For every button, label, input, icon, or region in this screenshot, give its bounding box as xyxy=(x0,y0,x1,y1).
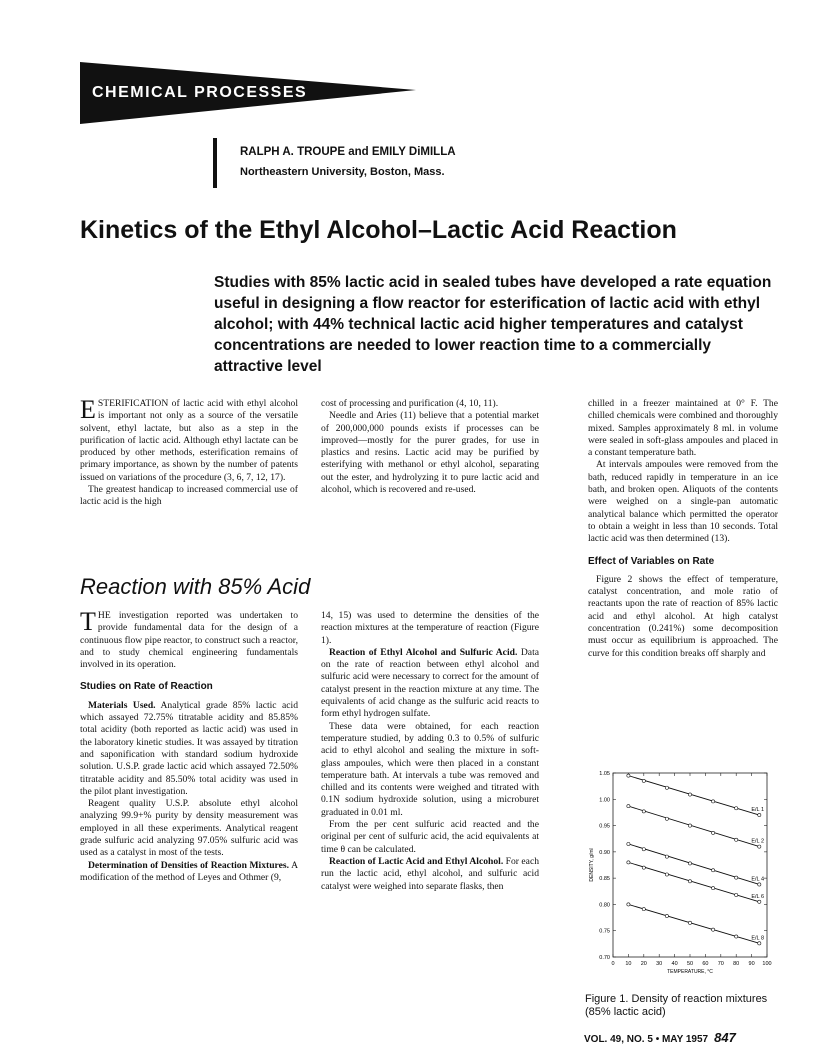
paragraph: STERIFICATION of lactic acid with ethyl alcohol is important not only as a source of the versatile solvent, ethyl lactate, but also as a step in the purification of lactic acid. Although ethyl lactate can be produced by other methods, esterification remains of primary importance, as shown by the number of patents issued on variations of the procedure (3, 6, 7, 12, 17). xyxy=(80,398,298,483)
data-point xyxy=(627,805,630,808)
x-tick-label: 20 xyxy=(640,961,647,967)
paragraph: HE investigation reported was undertaken to provide fundamental data for the design of a continuous flow pipe reactor, to construct such a reactor, and to study chemical engineering fundamentals involved in its operation. xyxy=(80,610,298,671)
series-line xyxy=(628,904,759,943)
x-tick-label: 50 xyxy=(686,961,694,967)
data-point xyxy=(735,807,738,810)
paragraph: The greatest handicap to increased commercial use of lactic acid is the high xyxy=(80,484,298,508)
author-rule xyxy=(213,138,217,188)
y-tick-label: 0.90 xyxy=(599,849,610,856)
subheading: Studies on Rate of Reaction xyxy=(80,681,213,693)
paragraph: A modification of the method of Leyes and Othmer (9, xyxy=(80,859,298,883)
y-tick-label: 0.80 xyxy=(599,902,610,909)
run-in-heading: Reaction of Lactic Acid and Ethyl Alcohol. xyxy=(329,855,504,867)
data-point xyxy=(712,869,715,872)
series-e-l-1 xyxy=(627,774,764,817)
series-e-l-2 xyxy=(627,805,764,849)
x-tick-label: 30 xyxy=(656,961,663,967)
density-chart xyxy=(585,765,775,985)
data-point xyxy=(712,928,715,931)
data-point xyxy=(627,842,630,845)
y-tick-label: 1.00 xyxy=(599,797,610,804)
paragraph: Data on the rate of reaction between ethyl alcohol and sulfuric acid were necessary to correct for the amount of catalyst present in the reaction mixture at any time. The equivalents of acid change as the sulfuric acid reacts to form ethyl hydrogen sulfate. xyxy=(321,646,539,720)
intro-column-1 xyxy=(80,395,298,509)
page-number: 847 xyxy=(714,1030,736,1045)
data-point xyxy=(627,774,630,777)
paragraph: These data were obtained, for each reaction temperature studied, by adding 0.3 to 0.5% of sulfuric acid to ethyl alcohol and sealing the mixture in soft-glass ampoules, which were then placed in a constant temperature bath. At intervals a tube was removed and chilled and its contents were weighed and titrated with 0.1N sodium hydroxide solution, using a microburet graduated in 0.01 ml. xyxy=(321,720,539,818)
authors: RALPH A. TROUPE and EMILY DiMILLA xyxy=(240,146,456,158)
paragraph: chilled in a freezer maintained at 0° F. The chilled chemicals were combined and thoroughly mixed. Samples approximately 8 ml. in volume were sealed in soft-glass ampoules and placed in a constant temperature bath. xyxy=(588,398,778,459)
section-label: CHEMICAL PROCESSES xyxy=(92,84,308,101)
data-point xyxy=(712,831,715,834)
x-tick-label: 80 xyxy=(733,961,740,967)
article-title: Kinetics of the Ethyl Alcohol–Lactic Acid Reaction xyxy=(80,216,677,244)
data-point xyxy=(758,942,761,945)
data-point xyxy=(712,800,715,803)
data-point xyxy=(642,848,645,851)
data-point xyxy=(665,855,668,858)
x-tick-label: 70 xyxy=(717,961,724,967)
series-e-l-8 xyxy=(627,903,764,945)
run-in-heading: Materials Used. xyxy=(88,699,156,711)
series-e-l-4 xyxy=(627,842,764,886)
data-point xyxy=(758,883,761,886)
data-point xyxy=(642,779,645,782)
paragraph: Figure 2 shows the effect of temperature, catalyst concentration, and mole ratio of reactants upon the rate of reaction of 85% lactic acid and ethyl alcohol. At high catalyst concentration (0.241%) some decomposition must occur as equilibrium is approached. The curve for this condition breaks off sharply and xyxy=(588,573,778,659)
data-point xyxy=(688,862,691,865)
data-point xyxy=(642,866,645,869)
x-tick-label: 60 xyxy=(702,961,709,967)
paragraph: From the per cent sulfuric acid reacted and the original per cent of sulfuric acid, the acid equivalents at time θ can be calculated. xyxy=(321,819,539,855)
y-axis-label: DENSITY, g/ml xyxy=(589,848,595,882)
data-point xyxy=(665,914,668,917)
body-column-2 xyxy=(321,610,539,893)
x-tick-label: 10 xyxy=(625,961,632,967)
data-point xyxy=(642,810,645,813)
series-e-l-6 xyxy=(627,861,764,904)
intro-column-2 xyxy=(321,398,539,496)
x-tick-label: 100 xyxy=(762,961,772,967)
series-label: E/L 1 xyxy=(751,807,764,814)
series-line xyxy=(628,776,759,815)
dropcap: T xyxy=(80,607,96,636)
column-3 xyxy=(588,398,778,660)
page-footer xyxy=(584,1030,736,1045)
paragraph: Analytical grade 85% lactic acid which assayed 72.75% titratable acidity and 85.85% total acidity (both reported as lactic acid) was used in the laboratory kinetic studies. It was assayed by titration and saponification with standard sodium hydroxide solution. U.S.P. grade lactic acid which assayed 72.50% titratable acidity and 85.50% total acidity was used in the pilot plant investigation. xyxy=(80,699,299,797)
run-in-heading: Determination of Densities of Reaction Mixtures. xyxy=(88,859,290,871)
figure-caption: Figure 1. Density of reaction mixtures (85% lactic acid) xyxy=(585,993,768,1018)
series-label: E/L 2 xyxy=(751,838,764,845)
data-point xyxy=(735,935,738,938)
data-point xyxy=(758,900,761,903)
paragraph: At intervals ampoules were removed from the bath, reduced rapidly in temperature in an ice bath, and broken open. Aliquots of the contents were weighed on a single-pan automatic analytical balance which permitted the operator to obtain a weight in less than 10 seconds. Total lactic acid was then determined (13). xyxy=(588,459,778,545)
data-point xyxy=(735,893,738,896)
data-point xyxy=(688,793,691,796)
y-tick-label: 0.70 xyxy=(599,955,610,961)
y-tick-label: 0.85 xyxy=(599,876,610,883)
issue-info: VOL. 49, NO. 5 • MAY 1957 xyxy=(584,1034,709,1045)
series-line xyxy=(628,862,759,901)
y-tick-label: 0.75 xyxy=(599,928,610,935)
data-point xyxy=(627,861,630,864)
abstract: Studies with 85% lactic acid in sealed tubes have developed a rate equation useful in designing a flow reactor for esterification of lactic acid with ethyl alcohol; with 44% technical lactic acid higher temperatures and catalyst concentrations are needed to lower reaction time to a commercially attractive level xyxy=(214,274,772,375)
data-point xyxy=(758,813,761,816)
subheading: Effect of Variables on Rate xyxy=(588,555,715,567)
series-line xyxy=(628,844,759,884)
data-point xyxy=(642,908,645,911)
y-tick-label: 0.95 xyxy=(599,823,610,830)
data-point xyxy=(665,786,668,789)
data-point xyxy=(712,887,715,890)
data-point xyxy=(758,845,761,848)
run-in-heading: Reaction of Ethyl Alcohol and Sulfuric Acid. xyxy=(329,646,518,658)
series-label: E/L 6 xyxy=(751,893,764,900)
paragraph: 14, 15) was used to determine the densities of the reaction mixtures at the temperature of reaction (Figure 1). xyxy=(321,610,539,646)
x-tick-label: 0 xyxy=(611,961,615,967)
data-point xyxy=(688,921,691,924)
paragraph: For each run the lactic acid, ethyl alcohol, and sulfuric acid catalyst were weighed into separate flasks, then xyxy=(321,855,539,892)
data-point xyxy=(688,880,691,883)
data-point xyxy=(665,873,668,876)
data-point xyxy=(688,824,691,827)
series-label: E/L 4 xyxy=(751,876,764,883)
x-tick-label: 90 xyxy=(748,961,755,967)
x-axis-label: TEMPERATURE, °C xyxy=(667,969,713,975)
affiliation: Northeastern University, Boston, Mass. xyxy=(240,166,445,178)
x-tick-label: 40 xyxy=(671,961,678,967)
data-point xyxy=(735,838,738,841)
body-column-1 xyxy=(80,607,299,884)
paragraph: cost of processing and purification (4, 10, 11). xyxy=(321,398,499,409)
section-heading: Reaction with 85% Acid xyxy=(80,574,311,599)
y-tick-label: 1.05 xyxy=(599,771,610,777)
series-line xyxy=(628,806,759,846)
paragraph: Reagent quality U.S.P. absolute ethyl alcohol analyzing 99.9+% purity by density measurement was employed in all these experiments. Analytical reagent grade sulfuric acid analyzing 97.05% sulfuric acid was used as a catalyst in most of the tests. xyxy=(80,798,298,859)
series-label: E/L 8 xyxy=(751,935,764,942)
paragraph: Needle and Aries (11) believe that a potential market of 200,000,000 pounds exists if processes can be improved—mostly for the purer grades, for use in plastics and resins. Lactic acid may be purified by esterifying with methanol or ethyl alcohol, separating out the ester, and hydrolyzing it to pure lactic acid and alcohol, which is recovered and re-used. xyxy=(321,410,539,496)
data-point xyxy=(665,817,668,820)
data-point xyxy=(627,903,630,906)
dropcap: E xyxy=(80,395,96,424)
data-point xyxy=(735,876,738,879)
